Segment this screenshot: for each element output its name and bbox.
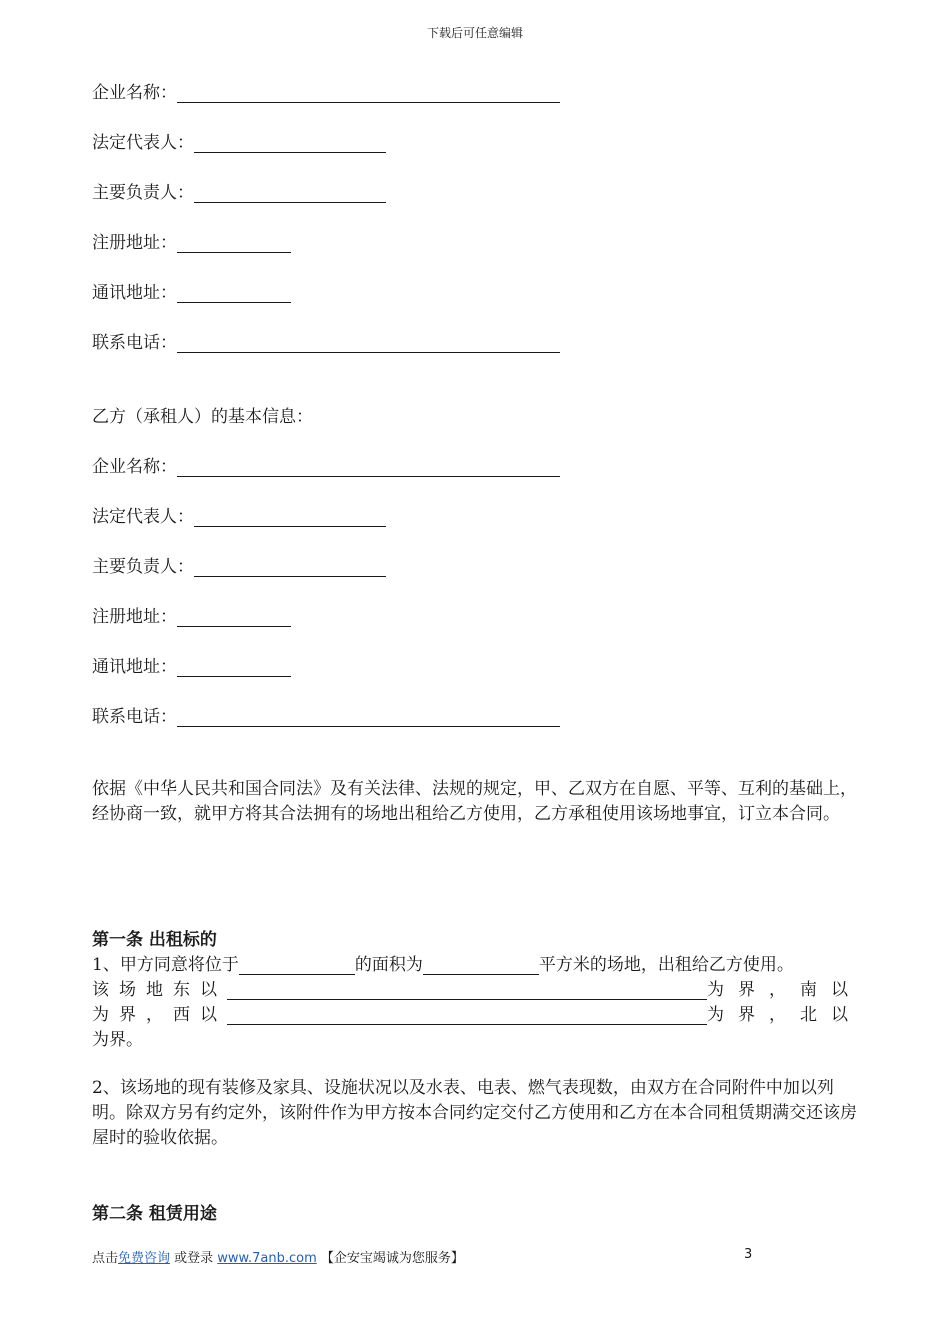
company-name-blank[interactable] xyxy=(177,85,560,103)
article-1-clause-1 xyxy=(92,955,794,975)
east-boundary-blank[interactable] xyxy=(227,982,707,1000)
party-a-principal xyxy=(92,183,386,203)
field-label: 法定代表人： xyxy=(92,507,194,527)
mailing-address-blank[interactable] xyxy=(177,659,291,677)
phone-blank[interactable] xyxy=(177,709,560,727)
clause-text: 1、甲方同意将位于 xyxy=(92,955,239,975)
party-b-title: 乙方（承租人）的基本信息： xyxy=(92,407,313,427)
article-1-clause-2: 2、该场地的现有装修及家具、设施状况以及水表、电表、燃气表现数，由双方在合同附件中加以列明。除双方另有约定外，该附件作为甲方按本合同约定交付乙方使用和乙方在本合同租赁期满交还该房屋时的验收依据。 xyxy=(92,1078,857,1148)
clause-text: 为界，南以 xyxy=(707,980,862,1000)
east-boundary-line xyxy=(92,980,860,1000)
area-blank[interactable] xyxy=(423,957,539,975)
party-b-registered-address xyxy=(92,607,291,627)
party-a-phone xyxy=(92,333,560,353)
party-b-principal xyxy=(92,557,386,577)
registered-address-blank[interactable] xyxy=(177,609,291,627)
field-label: 通讯地址： xyxy=(92,657,177,677)
intro-paragraph: 依据《中华人民共和国合同法》及有关法律、法规的规定，甲、乙双方在自愿、平等、互利的基础上，经协商一致，就甲方将其合法拥有的场地出租给乙方使用，乙方承租使用该场地事宜，订立本合同。 xyxy=(92,779,857,824)
clause-text: 平方米的场地，出租给乙方使用。 xyxy=(538,955,794,975)
party-b-mailing-address xyxy=(92,657,291,677)
clause-text: 为界，西以 xyxy=(92,1005,227,1025)
mailing-address-blank[interactable] xyxy=(177,285,291,303)
party-a-registered-address xyxy=(92,233,291,253)
field-label: 注册地址： xyxy=(92,233,177,253)
field-label: 主要负责人： xyxy=(92,557,194,577)
party-a-mailing-address xyxy=(92,283,291,303)
article-2-heading: 第二条 租赁用途 xyxy=(92,1204,217,1224)
legal-representative-blank[interactable] xyxy=(194,135,386,153)
location-blank[interactable] xyxy=(239,957,355,975)
registered-address-blank[interactable] xyxy=(177,235,291,253)
clause-text: 该场地东以 xyxy=(92,980,227,1000)
boundary-tail: 为界。 xyxy=(92,1030,143,1050)
clause-text: 为界，北以 xyxy=(707,1005,862,1025)
phone-blank[interactable] xyxy=(177,335,560,353)
party-b-legal-representative xyxy=(92,507,386,527)
party-a-company-name xyxy=(92,83,560,103)
field-label: 联系电话： xyxy=(92,707,177,727)
legal-representative-blank[interactable] xyxy=(194,509,386,527)
article-1-heading: 第一条 出租标的 xyxy=(92,930,217,950)
page-header: 下载后可任意编辑 xyxy=(426,26,523,40)
field-label: 企业名称： xyxy=(92,457,177,477)
field-label: 法定代表人： xyxy=(92,133,194,153)
principal-blank[interactable] xyxy=(194,559,386,577)
footer-text: 点击 xyxy=(92,1251,119,1266)
website-link[interactable]: www.7anb.com xyxy=(217,1251,317,1266)
free-consult-link[interactable]: 免费咨询 xyxy=(118,1251,171,1266)
party-a-legal-representative xyxy=(92,133,386,153)
party-b-company-name xyxy=(92,457,560,477)
principal-blank[interactable] xyxy=(194,185,386,203)
company-name-blank[interactable] xyxy=(177,459,560,477)
field-label: 通讯地址： xyxy=(92,283,177,303)
party-b-phone xyxy=(92,707,560,727)
clause-text: 的面积为 xyxy=(354,955,423,975)
field-label: 注册地址： xyxy=(92,607,177,627)
footer-text: 或登录 xyxy=(170,1251,218,1266)
west-boundary-blank[interactable] xyxy=(227,1007,707,1025)
west-boundary-line xyxy=(92,1005,860,1025)
footer-text: 【企安宝竭诚为您服务】 xyxy=(316,1251,464,1266)
field-label: 联系电话： xyxy=(92,333,177,353)
page-footer xyxy=(92,1247,464,1266)
field-label: 主要负责人： xyxy=(92,183,194,203)
page-number: 3 xyxy=(744,1247,753,1262)
field-label: 企业名称： xyxy=(92,83,177,103)
